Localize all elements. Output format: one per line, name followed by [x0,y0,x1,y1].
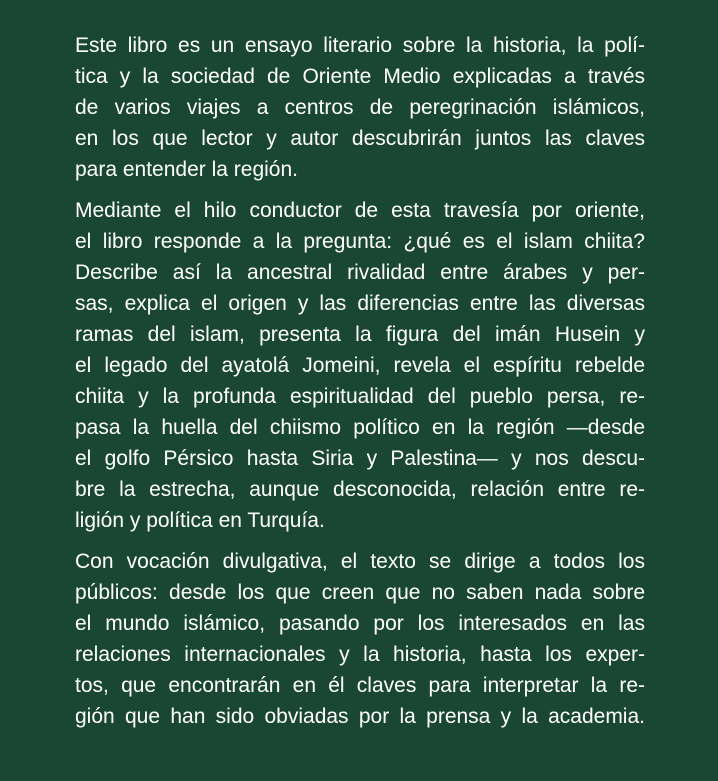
text-line: Con vocación divulgativa, el texto se dirige a todos los [75,550,645,573]
text-line: bre la estrecha, aunque desconocida, relación entre re- [75,478,645,501]
text-line: gión que han sido obviadas por la prensa y la academia. [75,705,645,728]
text-line: el legado del ayatolá Jomeini, revela el espíritu rebelde [75,354,645,377]
text-line: Describe así la ancestral rivalidad entre árabes y per- [75,261,645,284]
text-line: el golfo Pérsico hasta Siria y Palestina— y nos descu- [75,447,645,470]
text-line: ramas del islam, presenta la figura del imán Husein y [75,323,645,346]
text-line: pasa la huella del chiismo político en la región —desde [75,416,645,439]
text-line: tica y la sociedad de Oriente Medio explicadas a través [75,65,645,88]
text-line: tos, que encontrarán en él claves para interpretar la re- [75,674,645,697]
text-line: ligión y política en Turquía. [75,509,325,532]
text-line: Este libro es un ensayo literario sobre la historia, la polí- [75,34,645,57]
text-line: en los que lector y autor descubrirán juntos las claves [75,127,645,150]
paragraph-content [75,195,645,536]
text-line: el libro responde a la pregunta: ¿qué es el islam chiita? [75,230,645,253]
text-line: el mundo islámico, pasando por los interesados en las [75,612,645,635]
text-line: públicos: desde los que creen que no saben nada sobre [75,581,645,604]
text-line: Mediante el hilo conductor de esta travesía por oriente, [75,199,645,222]
text-line: para entender la región. [75,158,298,181]
text-line: relaciones internacionales y la historia, hasta los exper- [75,643,645,666]
text-line: de varios viajes a centros de peregrinación islámicos, [75,96,645,119]
paragraph-intro [75,30,645,185]
paragraph-audience [75,546,645,732]
text-line: chiita y la profunda espiritualidad del pueblo persa, re- [75,385,645,408]
text-line: sas, explica el origen y las diferencias entre las diversas [75,292,645,315]
